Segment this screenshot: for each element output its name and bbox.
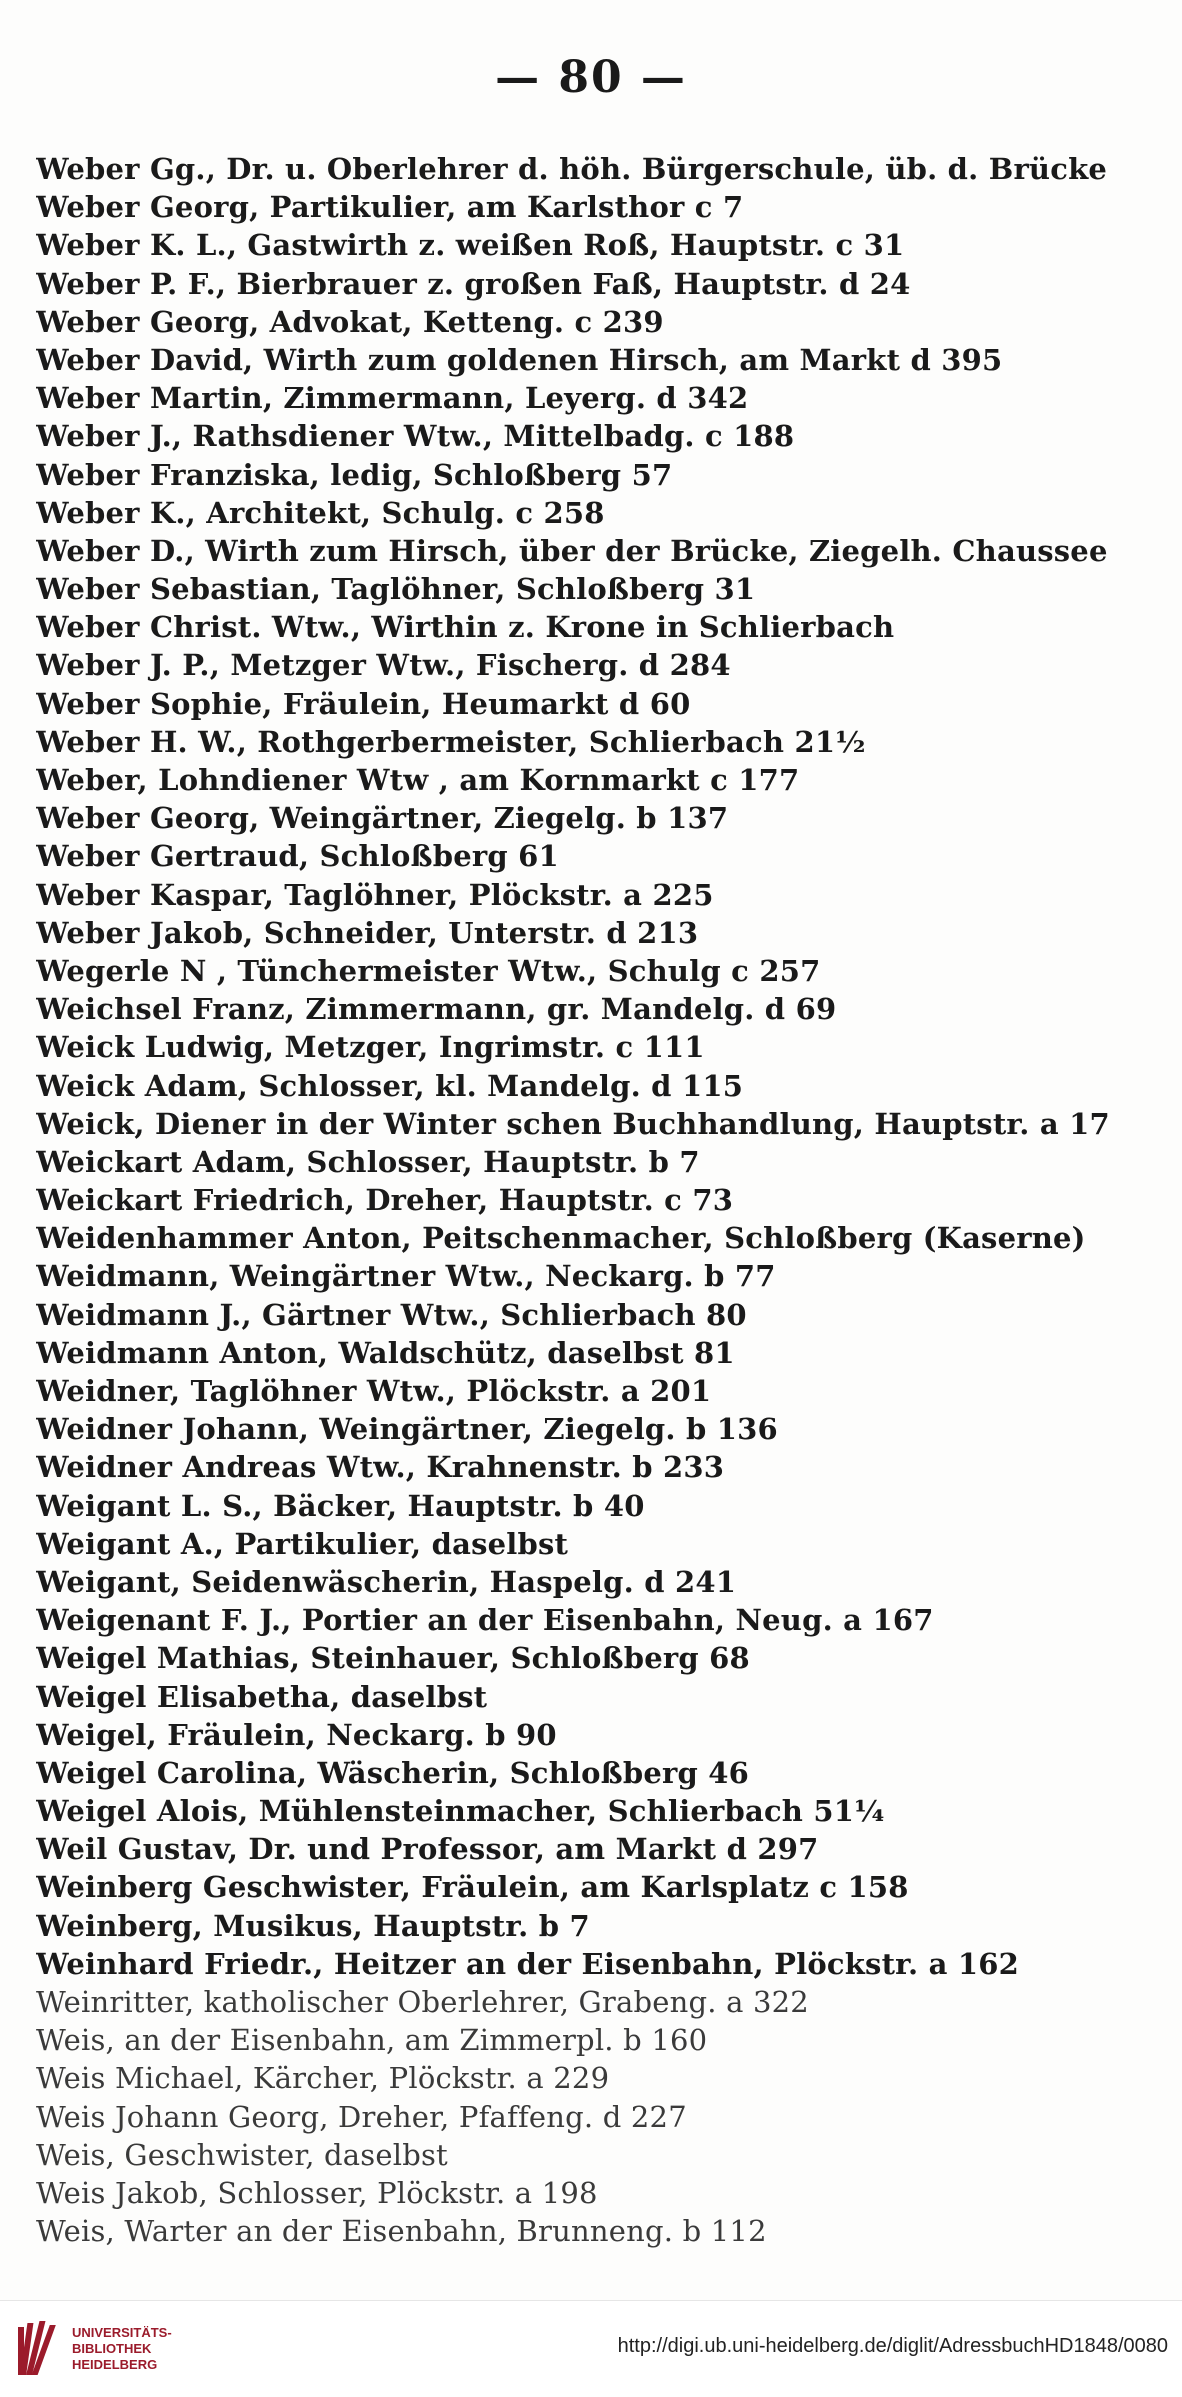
directory-entry: Weidner Andreas Wtw., Krahnenstr. b 233 [36, 1450, 725, 1485]
directory-entry: Weber, Lohndiener Wtw , am Kornmarkt c 177 [36, 763, 800, 797]
source-url-link[interactable]: http://digi.ub.uni-heidelberg.de/diglit/AdressbuchHD1848/0080 [617, 2335, 1168, 2357]
directory-entry: Weber Kaspar, Taglöhner, Plöckstr. a 225 [36, 877, 714, 912]
directory-entry: Weber Georg, Advokat, Ketteng. c 239 [36, 304, 664, 339]
directory-entry: Weinhard Friedr., Heitzer an der Eisenbahn, Plöckstr. a 162 [36, 1946, 1020, 1981]
directory-entry: Weidmann Anton, Waldschütz, daselbst 81 [36, 1335, 735, 1370]
directory-entry: Weidmann, Weingärtner Wtw., Neckarg. b 77 [36, 1259, 776, 1294]
directory-entry: Weick Ludwig, Metzger, Ingrimstr. c 111 [36, 1030, 705, 1065]
directory-entry: Weber Jakob, Schneider, Unterstr. d 213 [36, 915, 699, 950]
directory-entry: Weigel Mathias, Steinhauer, Schloßberg 68 [36, 1641, 750, 1676]
directory-entry: Weber Sophie, Fräulein, Heumarkt d 60 [36, 686, 691, 721]
directory-entry: Weinberg Geschwister, Fräulein, am Karlsplatz c 158 [36, 1870, 909, 1905]
library-name-line-1: UNIVERSITÄTS- [72, 2325, 172, 2340]
directory-entry: Weigant, Seidenwäscherin, Haspelg. d 241 [36, 1564, 737, 1599]
directory-entry: Weber D., Wirth zum Hirsch, über der Brücke, Ziegelh. Chaussee [36, 533, 1108, 568]
directory-entry: Weber Christ. Wtw., Wirthin z. Krone in Schlierbach [36, 610, 895, 645]
directory-entry: Wegerle N , Tünchermeister Wtw., Schulg c 257 [36, 953, 821, 988]
directory-entry: Weidmann J., Gärtner Wtw., Schlierbach 80 [36, 1297, 747, 1332]
directory-entry: Weis Jakob, Schlosser, Plöckstr. a 198 [36, 2175, 598, 2210]
directory-entry: Weinberg, Musikus, Hauptstr. b 7 [36, 1908, 590, 1943]
directory-entry: Weidner, Taglöhner Wtw., Plöckstr. a 201 [36, 1374, 712, 1408]
library-name-line-3: HEIDELBERG [72, 2357, 158, 2372]
directory-entry: Weigel, Fräulein, Neckarg. b 90 [36, 1717, 557, 1752]
directory-entry: Weber H. W., Rothgerbermeister, Schlierbach 21½ [36, 724, 866, 759]
directory-entry: Weis Johann Georg, Dreher, Pfaffeng. d 227 [36, 2099, 687, 2134]
directory-entry: Weigel Carolina, Wäscherin, Schloßberg 46 [36, 1755, 750, 1790]
directory-entry: Weigel Elisabetha, daselbst [36, 1679, 488, 1714]
directory-entry: Weickart Adam, Schlosser, Hauptstr. b 7 [36, 1144, 700, 1179]
directory-entry: Weickart Friedrich, Dreher, Hauptstr. c 73 [36, 1183, 734, 1218]
directory-entry: Weis, an der Eisenbahn, am Zimmerpl. b 160 [36, 2023, 708, 2058]
directory-entry: Weick Adam, Schlosser, kl. Mandelg. d 115 [36, 1068, 744, 1103]
directory-entry: Weber Gg., Dr. u. Oberlehrer d. höh. Bürgerschule, üb. d. Brücke [36, 152, 1108, 186]
directory-entry: Weber J., Rathsdiener Wtw., Mittelbadg. c 188 [36, 419, 795, 454]
directory-entry: Weinritter, katholischer Oberlehrer, Grabeng. a 322 [36, 1985, 809, 2019]
directory-entry: Weichsel Franz, Zimmermann, gr. Mandelg. d 69 [36, 992, 837, 1027]
directory-entry: Weigant A., Partikulier, daselbst [36, 1526, 569, 1561]
directory-entry: Weidenhammer Anton, Peitschenmacher, Schloßberg (Kaserne) [36, 1221, 1086, 1256]
directory-entry: Weber Franziska, ledig, Schloßberg 57 [36, 457, 673, 492]
directory-entry: Weigant L. S., Bäcker, Hauptstr. b 40 [36, 1488, 645, 1523]
page-number: — 80 — [495, 52, 687, 103]
directory-entry: Weis Michael, Kärcher, Plöckstr. a 229 [36, 2061, 610, 2096]
directory-entry: Weber Gertraud, Schloßberg 61 [36, 839, 559, 874]
directory-entry: Weber Georg, Weingärtner, Ziegelg. b 137 [36, 801, 729, 836]
directory-entry: Weidner Johann, Weingärtner, Ziegelg. b 136 [36, 1412, 778, 1447]
directory-entry: Weick, Diener in der Winter schen Buchhandlung, Hauptstr. a 17 [36, 1106, 1110, 1141]
directory-entry: Weigel Alois, Mühlensteinmacher, Schlierbach 51¼ [36, 1794, 885, 1829]
directory-entry: Weigenant F. J., Portier an der Eisenbahn, Neug. a 167 [36, 1603, 934, 1638]
directory-entry: Weber Sebastian, Taglöhner, Schloßberg 31 [36, 572, 756, 607]
directory-entry: Weber Georg, Partikulier, am Karlsthor c 7 [36, 190, 744, 225]
footer-bar [0, 2300, 1182, 2397]
library-name-line-2: BIBLIOTHEK [72, 2341, 152, 2356]
directory-entry: Weil Gustav, Dr. und Professor, am Markt d 297 [36, 1832, 819, 1867]
directory-entry: Weber Martin, Zimmermann, Leyerg. d 342 [36, 381, 749, 416]
university-library-logo-icon[interactable] [14, 2319, 66, 2379]
directory-entry: Weber David, Wirth zum goldenen Hirsch, am Markt d 395 [36, 342, 1003, 377]
library-name[interactable] [72, 2325, 172, 2373]
directory-entry: Weber P. F., Bierbrauer z. großen Faß, Hauptstr. d 24 [36, 266, 911, 301]
directory-entry: Weis, Geschwister, daselbst [36, 2137, 448, 2172]
directory-entry: Weber K., Architekt, Schulg. c 258 [36, 495, 605, 530]
directory-entry: Weber K. L., Gastwirth z. weißen Roß, Hauptstr. c 31 [36, 228, 905, 263]
directory-entry-list [36, 150, 1156, 2250]
directory-entry: Weis, Warter an der Eisenbahn, Brunneng. b 112 [36, 2214, 767, 2249]
directory-entry: Weber J. P., Metzger Wtw., Fischerg. d 284 [36, 648, 731, 683]
